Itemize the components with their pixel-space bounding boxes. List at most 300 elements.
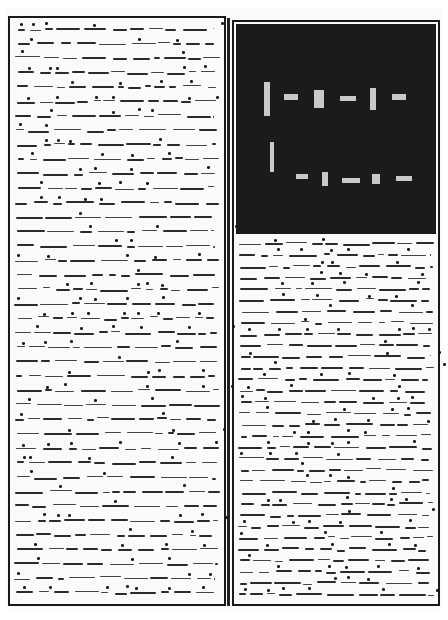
right-line-stroke <box>389 446 417 448</box>
left-line-stroke <box>198 333 206 335</box>
left-line-stroke <box>81 188 92 190</box>
right-line-stroke <box>378 459 396 460</box>
left-line-stroke <box>40 102 53 103</box>
left-line-stroke <box>175 347 193 349</box>
right-line-dot <box>365 273 368 276</box>
left-line-stroke <box>170 216 191 218</box>
right-line-stroke <box>416 572 431 574</box>
right-line-stroke <box>327 310 346 312</box>
left-line-stroke <box>76 433 99 435</box>
left-line-dot <box>162 412 165 415</box>
right-line-stroke <box>282 525 300 526</box>
right-line-dot <box>347 576 350 579</box>
left-line-stroke <box>68 418 82 419</box>
left-line-dot <box>183 484 186 487</box>
left-line-stroke <box>127 231 135 233</box>
right-line-stroke <box>372 503 384 505</box>
right-line-stroke <box>375 526 400 528</box>
left-line-stroke <box>15 203 27 205</box>
left-line-dot <box>50 109 53 112</box>
right-line-stroke <box>399 594 426 596</box>
right-line-stroke <box>304 333 313 335</box>
left-line-dot <box>57 139 60 142</box>
left-line-dot <box>45 22 48 25</box>
left-line-stroke <box>53 317 64 319</box>
left-line-stroke <box>130 28 145 30</box>
right-line-stroke <box>241 356 251 358</box>
left-line-stroke <box>17 548 43 550</box>
left-line-stroke <box>175 203 199 205</box>
left-line-dot <box>146 182 149 185</box>
right-line-dot <box>279 499 282 502</box>
left-line-dot <box>17 297 20 300</box>
right-line-stroke <box>289 559 314 561</box>
left-line-stroke <box>167 564 188 566</box>
left-line-stroke <box>17 172 39 174</box>
right-line-dot <box>397 397 400 400</box>
left-line-stroke <box>163 230 188 232</box>
right-line-stroke <box>401 379 420 381</box>
left-line-stroke <box>199 129 216 131</box>
left-line-stroke <box>167 144 180 146</box>
right-line-stroke <box>326 459 353 460</box>
right-line-stroke <box>301 493 318 495</box>
masthead-dark-block <box>236 24 436 234</box>
left-line-stroke <box>170 275 189 277</box>
left-line-stroke <box>66 201 94 203</box>
left-line-stroke <box>43 159 66 161</box>
left-line-stroke <box>144 116 154 117</box>
right-line-stroke <box>348 559 370 561</box>
right-line-stroke <box>346 267 356 268</box>
right-line-stroke <box>399 312 424 313</box>
left-line-stroke <box>70 260 96 262</box>
right-line-dot <box>428 328 431 331</box>
left-line-stroke <box>163 100 178 102</box>
left-line-stroke <box>158 331 174 333</box>
left-line-stroke <box>187 116 211 118</box>
left-line-dot <box>47 443 50 446</box>
left-line-dot <box>88 457 91 460</box>
left-line-stroke <box>14 304 38 306</box>
left-line-stroke <box>45 217 72 219</box>
right-line-stroke <box>405 391 426 393</box>
right-line-stroke <box>380 424 395 426</box>
right-line-stroke <box>282 357 300 359</box>
right-line-stroke <box>403 548 415 550</box>
right-line-stroke <box>340 538 349 539</box>
right-line-stroke <box>276 311 299 313</box>
left-line-stroke <box>112 491 120 493</box>
left-line-stroke <box>165 29 176 31</box>
left-line-stroke <box>139 216 167 218</box>
right-line-stroke <box>267 447 276 449</box>
right-line-stroke <box>267 391 283 393</box>
right-line-stroke <box>396 435 418 436</box>
left-line-stroke <box>107 129 116 131</box>
left-line-stroke <box>161 345 170 347</box>
right-line-stroke <box>267 525 279 527</box>
right-line-stroke <box>240 391 253 392</box>
right-line-stroke <box>291 481 306 482</box>
right-line-stroke <box>401 492 421 493</box>
left-line-stroke <box>15 115 31 117</box>
right-line-stroke <box>239 254 254 256</box>
left-line-stroke <box>61 42 72 44</box>
right-line-stroke <box>273 255 283 256</box>
right-line-stroke <box>335 345 358 347</box>
left-line-stroke <box>55 391 74 392</box>
right-line-dot <box>367 419 370 422</box>
left-line-dot <box>84 198 87 201</box>
left-line-stroke <box>99 44 127 45</box>
left-line-stroke <box>138 188 147 190</box>
left-line-stroke <box>215 563 218 565</box>
left-line-dot <box>130 168 133 171</box>
left-line-dot <box>216 96 219 99</box>
left-line-stroke <box>172 534 183 535</box>
right-line-stroke <box>240 583 247 585</box>
left-line-stroke <box>72 71 86 73</box>
right-line-dot <box>396 261 399 264</box>
right-line-stroke <box>333 560 344 562</box>
left-line-stroke <box>167 73 186 75</box>
left-line-stroke <box>160 520 170 522</box>
left-line-stroke <box>203 505 216 507</box>
left-line-stroke <box>174 591 192 593</box>
right-line-stroke <box>326 412 350 413</box>
left-line-stroke <box>94 159 121 160</box>
right-line-dot <box>263 373 266 376</box>
left-line-stroke <box>98 144 124 146</box>
left-line-stroke <box>107 303 127 305</box>
left-line-dot <box>202 369 205 372</box>
left-line-stroke <box>54 535 70 537</box>
left-line-stroke <box>63 477 81 479</box>
left-line-stroke <box>206 203 219 205</box>
left-line-stroke <box>50 490 72 491</box>
left-line-stroke <box>58 578 65 580</box>
left-line-stroke <box>40 304 68 305</box>
left-line-stroke <box>118 549 132 551</box>
left-line-stroke <box>164 57 185 59</box>
right-line-stroke <box>366 447 386 449</box>
right-line-stroke <box>282 436 293 437</box>
right-line-stroke <box>369 480 386 481</box>
right-line-dot <box>307 431 310 434</box>
left-line-stroke <box>73 288 84 290</box>
right-line-stroke <box>253 356 278 358</box>
right-line-stroke <box>289 255 317 257</box>
right-line-stroke <box>405 527 415 529</box>
left-line-stroke <box>17 102 34 104</box>
right-line-stroke <box>313 379 339 381</box>
left-line-stroke <box>15 332 31 333</box>
left-line-dot <box>37 557 40 560</box>
left-line-stroke <box>138 549 154 551</box>
left-line-stroke <box>212 143 216 145</box>
left-line-stroke <box>128 87 141 89</box>
right-line-stroke <box>421 459 430 461</box>
left-line-dot <box>157 312 160 315</box>
left-line-stroke <box>63 563 83 565</box>
right-line-stroke <box>240 345 262 347</box>
right-line-stroke <box>341 582 356 583</box>
left-line-stroke <box>37 404 62 405</box>
right-line-stroke <box>372 549 396 551</box>
right-line-stroke <box>260 480 286 481</box>
right-line-stroke <box>428 595 434 596</box>
left-line-stroke <box>198 303 214 305</box>
left-line-stroke <box>57 87 65 88</box>
right-line-stroke <box>305 548 315 550</box>
right-line-dot <box>334 418 337 421</box>
right-line-stroke <box>391 560 405 562</box>
right-line-stroke <box>251 527 261 529</box>
left-line-stroke <box>139 461 155 463</box>
right-line-stroke <box>422 448 432 450</box>
right-line-stroke <box>323 525 344 527</box>
left-line-dot <box>80 327 83 330</box>
left-line-stroke <box>84 28 106 30</box>
left-line-dot <box>131 558 134 561</box>
left-line-stroke <box>199 535 212 537</box>
left-line-stroke <box>88 72 109 74</box>
right-line-stroke <box>359 582 379 584</box>
left-line-stroke <box>44 144 51 146</box>
left-line-stroke <box>17 244 34 246</box>
right-line-stroke <box>326 572 336 574</box>
left-line-stroke <box>201 173 216 174</box>
left-line-stroke <box>150 577 168 579</box>
left-line-stroke <box>141 448 151 449</box>
left-line-stroke <box>44 433 71 435</box>
right-line-stroke <box>388 254 398 256</box>
left-line-stroke <box>99 203 115 205</box>
right-line-stroke <box>271 323 295 324</box>
left-line-dot <box>137 283 140 286</box>
right-line-stroke <box>303 584 312 585</box>
right-line-dot <box>247 386 250 389</box>
left-line-stroke <box>208 375 215 377</box>
right-line-stroke <box>296 593 322 595</box>
right-line-stroke <box>296 288 302 289</box>
right-line-stroke <box>400 537 411 539</box>
right-line-dot <box>348 372 351 375</box>
right-line-stroke <box>389 402 406 403</box>
left-line-stroke <box>111 418 135 420</box>
left-line-dot <box>135 587 138 590</box>
left-line-dot <box>138 38 141 41</box>
right-line-stroke <box>380 310 392 312</box>
left-line-stroke <box>139 129 166 130</box>
left-line-stroke <box>74 333 94 335</box>
right-line-stroke <box>331 390 357 391</box>
right-line-stroke <box>253 368 263 370</box>
left-line-stroke <box>180 188 204 190</box>
right-line-stroke <box>307 345 332 347</box>
right-line-stroke <box>256 389 265 391</box>
right-line-stroke <box>284 537 307 539</box>
left-line-stroke <box>74 174 83 176</box>
right-line-stroke <box>289 425 300 427</box>
right-line-dot <box>243 520 246 523</box>
right-line-stroke <box>368 571 392 573</box>
left-line-stroke <box>17 230 45 232</box>
left-line-stroke <box>160 288 168 290</box>
right-line-stroke <box>312 243 323 245</box>
right-line-stroke <box>396 344 418 346</box>
right-line-stroke <box>239 593 246 595</box>
left-line-stroke <box>99 115 121 117</box>
right-line-stroke <box>238 549 258 551</box>
left-line-dot <box>94 167 97 170</box>
right-line-stroke <box>334 447 360 448</box>
right-line-stroke <box>374 355 400 357</box>
right-line-stroke <box>261 504 270 506</box>
right-line-stroke <box>264 334 280 336</box>
right-line-stroke <box>314 446 332 448</box>
right-line-stroke <box>397 424 408 426</box>
right-line-stroke <box>283 267 290 269</box>
left-line-stroke <box>48 461 72 463</box>
right-line-dot <box>304 318 307 321</box>
left-line-stroke <box>131 318 144 319</box>
right-line-stroke <box>380 594 395 596</box>
left-line-stroke <box>142 230 157 231</box>
right-line-dot <box>407 248 410 251</box>
left-line-stroke <box>81 318 99 319</box>
right-line-stroke <box>351 536 372 537</box>
left-line-stroke <box>213 389 220 390</box>
right-line-stroke <box>423 345 430 347</box>
left-line-stroke <box>183 29 207 31</box>
right-line-stroke <box>399 502 423 504</box>
left-line-stroke <box>113 58 127 60</box>
left-line-stroke <box>40 72 52 74</box>
left-line-stroke <box>165 491 183 493</box>
left-line-stroke <box>134 506 161 507</box>
right-line-stroke <box>310 482 321 483</box>
left-line-dot <box>49 586 52 589</box>
right-line-dot <box>382 588 385 591</box>
right-line-stroke <box>387 504 394 506</box>
left-line-stroke <box>16 403 31 404</box>
left-line-stroke <box>189 71 196 72</box>
right-line-dot <box>347 248 350 251</box>
left-line-stroke <box>55 102 75 104</box>
right-line-stroke <box>242 425 266 426</box>
left-line-stroke <box>15 492 43 494</box>
left-line-stroke <box>16 217 43 219</box>
left-line-stroke <box>54 143 64 144</box>
left-line-stroke <box>68 143 75 145</box>
left-line-stroke <box>173 361 195 362</box>
left-line-stroke <box>213 520 218 521</box>
left-line-stroke <box>171 290 180 291</box>
right-line-stroke <box>276 570 292 572</box>
right-line-dot <box>443 363 446 366</box>
left-line-stroke <box>73 245 94 246</box>
right-line-stroke <box>238 447 262 449</box>
left-line-stroke <box>99 331 108 333</box>
left-line-stroke <box>101 549 112 551</box>
left-line-stroke <box>168 432 174 434</box>
right-line-stroke <box>264 549 280 551</box>
right-line-dot <box>312 420 315 423</box>
left-line-stroke <box>166 246 183 247</box>
left-line-dot <box>178 442 181 445</box>
left-line-stroke <box>182 304 196 306</box>
right-line-stroke <box>315 323 322 325</box>
left-line-stroke <box>184 447 197 449</box>
left-line-stroke <box>16 360 38 362</box>
left-line-stroke <box>176 317 190 318</box>
left-line-stroke <box>133 58 150 60</box>
right-line-stroke <box>415 267 425 269</box>
right-line-dot <box>267 499 270 502</box>
right-line-stroke <box>284 458 299 460</box>
left-line-dot <box>146 282 149 285</box>
left-line-stroke <box>146 289 153 290</box>
right-line-stroke <box>315 570 322 572</box>
right-line-stroke <box>407 357 425 359</box>
right-line-stroke <box>250 582 272 584</box>
left-line-dot <box>43 513 46 516</box>
right-line-stroke <box>418 582 429 584</box>
right-line-dot <box>306 474 309 477</box>
right-line-stroke <box>346 378 360 380</box>
right-line-stroke <box>274 401 296 402</box>
left-line-stroke <box>148 100 158 102</box>
left-line-stroke <box>72 115 96 117</box>
left-line-stroke <box>105 217 132 218</box>
left-line-stroke <box>17 274 33 275</box>
left-line-stroke <box>101 260 127 261</box>
left-line-stroke <box>18 158 24 160</box>
left-line-dot <box>47 255 50 258</box>
left-line-stroke <box>174 521 194 523</box>
left-line-stroke <box>210 332 216 334</box>
left-line-stroke <box>203 158 219 159</box>
right-line-stroke <box>329 356 343 358</box>
right-line-stroke <box>363 379 382 381</box>
left-line-stroke <box>17 145 37 147</box>
left-line-stroke <box>177 333 196 335</box>
right-line-stroke <box>375 538 393 540</box>
left-line-dot <box>69 140 72 143</box>
left-line-stroke <box>115 593 128 595</box>
right-line-stroke <box>298 515 321 517</box>
left-line-stroke <box>57 115 67 116</box>
right-line-stroke <box>270 516 281 518</box>
right-line-stroke <box>250 593 263 595</box>
left-line-stroke <box>194 405 220 407</box>
right-line-stroke <box>378 299 388 301</box>
left-line-dot <box>188 326 191 329</box>
right-line-stroke <box>327 265 340 267</box>
right-line-dot <box>388 543 391 546</box>
left-line-stroke <box>130 592 155 594</box>
right-line-dot <box>337 453 340 456</box>
right-line-stroke <box>409 481 420 483</box>
left-line-stroke <box>109 274 116 276</box>
right-line-dot <box>409 519 412 522</box>
left-line-stroke <box>110 564 135 565</box>
left-line-stroke <box>87 563 103 565</box>
left-line-dot <box>30 470 33 473</box>
left-line-stroke <box>37 116 51 118</box>
